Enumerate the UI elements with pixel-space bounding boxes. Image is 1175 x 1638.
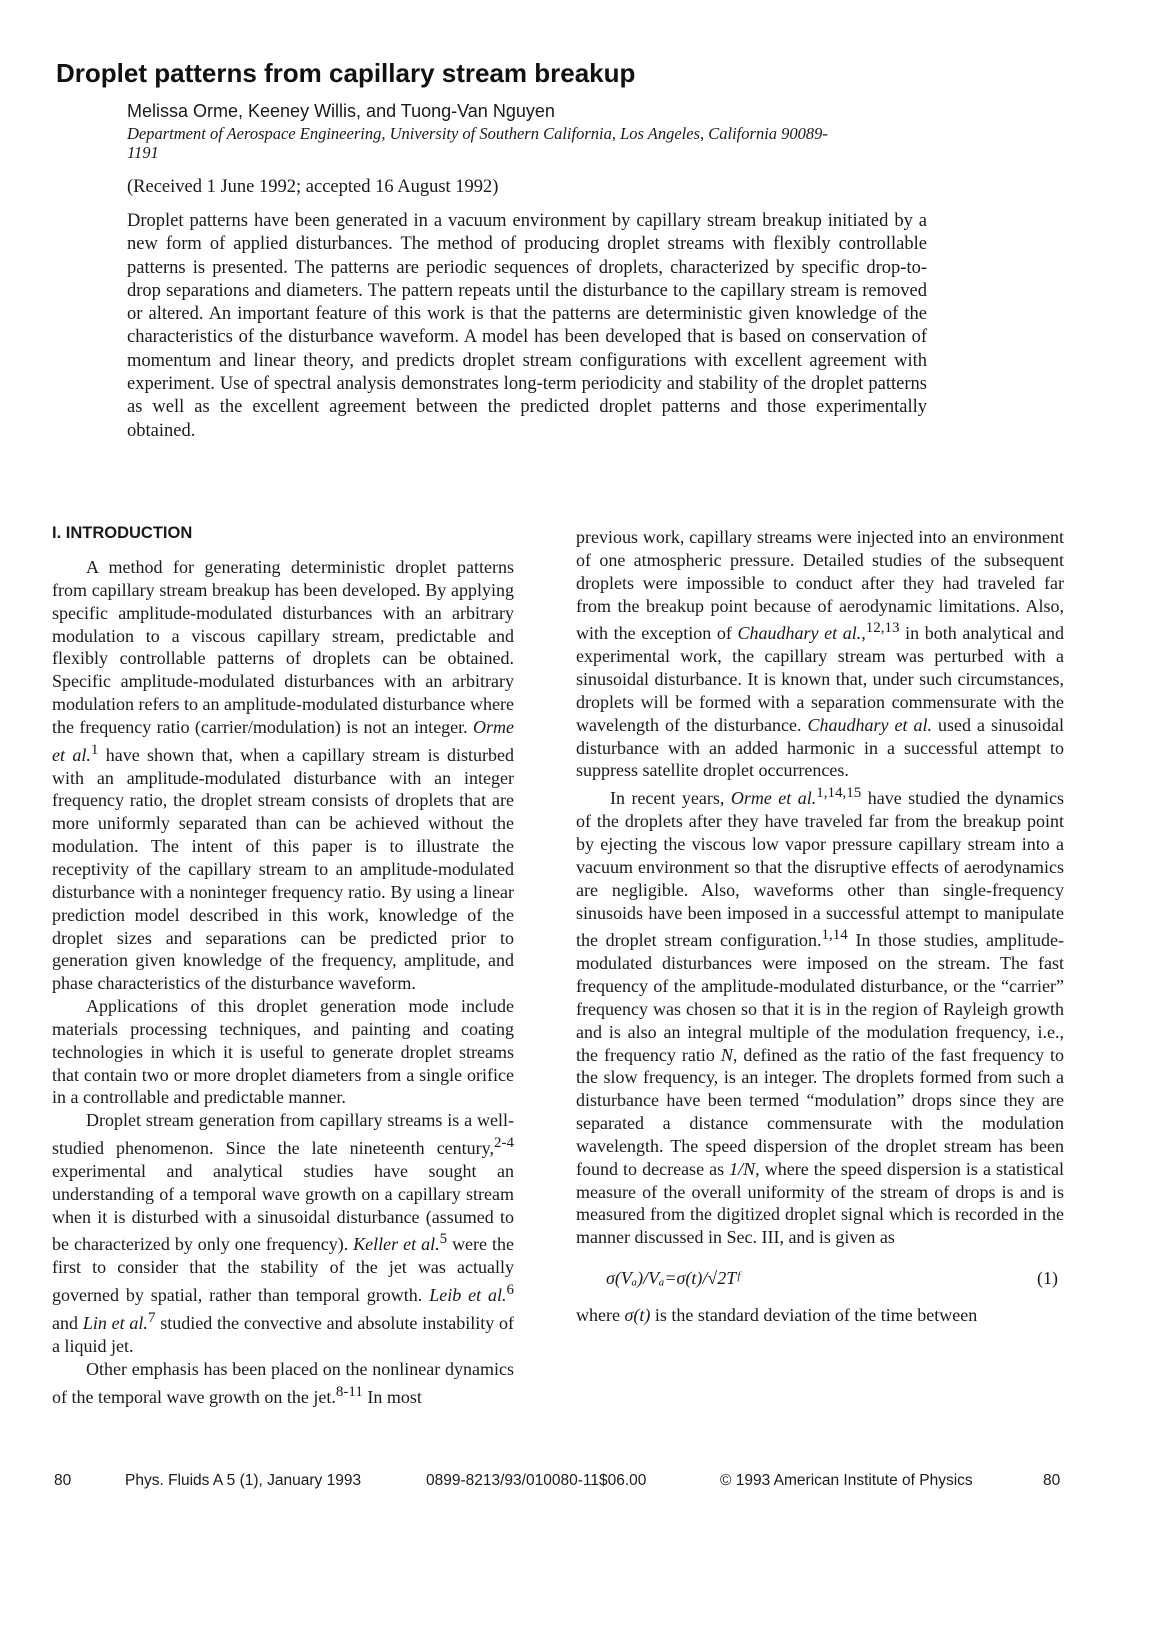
footer-journal-citation: Phys. Fluids A 5 (1), January 1993: [125, 1472, 362, 1489]
equation-expression: σ(Vₐ)/Vₐ=σ(t)/√2Tᶠ: [606, 1268, 740, 1289]
intro-paragraph-3: Droplet stream generation from capillary streams is a well-studied phenomenon. Since the late nineteenth century,$^{2-4}$ experimental and analytical studies have sought an understanding of a temporal wave growth on a capillary stream when it is disturbed with a sinusoidal disturbance (assumed to be characterized by only one frequency). Keller et al.$^5$ were the first to consider that the stability of the jet was actually governed by spatial, rather than temporal growth. Leib et al.$^6$ and Lin et al.$^7$ studied the convective and absolute instability of a liquid jet.: [52, 1110, 515, 1356]
intro-paragraph-2: Applications of this droplet generation mode include materials processing techniques, and painting and coating technologies in which it is useful to generate droplet streams that contain two or more droplet diameters from a single orifice in a controllable and predictable manner.: [52, 996, 514, 1108]
equation-number: (1): [1037, 1268, 1058, 1289]
page-footer: [0, 1470, 1175, 1492]
intro-paragraph-4: Other emphasis has been placed on the nonlinear dynamics of the temporal wave growth on the jet.$^{8-11}$ In most: [52, 1358, 514, 1407]
paper-title: Droplet patterns from capillary stream breakup: [56, 58, 636, 88]
equation-1: [576, 1267, 1064, 1290]
intro-paragraph-4-continued: previous work, capillary streams were injected into an environment of one atmospheric pressure. Detailed studies of the subsequent droplets were impossible to conduct after they had traveled far from the breakup point because of aerodynamic limitations. Also, with the exception of Chaudhary et al.,$^{12,13}$ in both analytical and experimental work, the capillary stream was perturbed with a sinusoidal disturbance. It is known that, under such circumstances, droplets will be formed with a separation commensurate with the wavelength of the disturbance. Chaudhary et al. used a sinusoidal disturbance with an added harmonic in a successful attempt to suppress satellite droplet occurrences.: [576, 527, 1065, 781]
intro-paragraph-5: In recent years, Orme et al.$^{1,14,15}$ have studied the dynamics of the droplets after they have traveled far from the breakup point by ejecting the viscous low vapor pressure capillary stream into a vacuum environment so that the disruptive effects of aerodynamics are negligible. Also, waveforms other than single-frequency sinusoids have been imposed in a successful attempt to manipulate the droplet stream configuration.$^{1,14}$ In those studies, amplitude-modulated disturbances were imposed on the stream. The fast frequency of the amplitude-modulated disturbance, or the “carrier” frequency was chosen so that it is in the region of Rayleigh growth and is also an integral multiple of the modulation frequency, i.e., the frequency ratio N, defined as the ratio of the fast frequency to the slow frequency, is an integer. The droplets formed from such a disturbance have been termed “modulation” drops since they are separated a distance commensurate with the modulation wavelength. The speed dispersion of the droplet stream has been found to decrease as 1/N, where the speed dispersion is a statistical measure of the overall uniformity of the stream of drops is and is measured from the digitized droplet signal which is recorded in the manner discussed in Sec. III, and is given as: [576, 785, 1065, 1248]
received-dates: (Received 1 June 1992; accepted 16 August 1992): [127, 177, 499, 197]
footer-page-number-left: 80: [54, 1472, 72, 1489]
abstract: Droplet patterns have been generated in a vacuum environment by capillary stream breakup initiated by a new form of applied disturbances. The method of producing droplet streams with flexibly controllable patterns is presented. The patterns are periodic sequences of droplets, characterized by specific drop-to-drop separations and diameters. The pattern repeats until the disturbance to the capillary stream is removed or altered. An important feature of this work is that the patterns are deterministic given knowledge of the characteristics of the disturbance waveform. A model has been developed that is based on conservation of momentum and linear theory, and predicts droplet stream configurations with excellent agreement with experiment. Use of spectral analysis demonstrates long-term periodicity and stability of the droplet patterns as well as the excellent agreement between the predicted droplet patterns and those experimentally obtained.: [127, 211, 927, 441]
right-column: [576, 526, 1064, 1327]
author-affiliation: Department of Aerospace Engineering, University of Southern California, Los Angeles, California 90089-1191: [127, 124, 828, 162]
footer-page-number-right: 80: [1043, 1472, 1061, 1489]
author-list: Melissa Orme, Keeney Willis, and Tuong-Van Nguyen: [127, 101, 555, 121]
intro-paragraph-1: A method for generating deterministic droplet patterns from capillary stream breakup has been developed. By applying specific amplitude-modulated disturbances with an arbitrary modulation to a viscous capillary stream, predictable and flexibly controllable patterns of droplets can be obtained. Specific amplitude-modulated disturbances with an arbitrary modulation refers to an amplitude-modulated disturbance where the frequency ratio (carrier/modulation) is not an integer. Orme et al.$^1$ have shown that, when a capillary stream is disturbed with an amplitude-modulated disturbance with an integer frequency ratio, the droplet stream consists of droplets that are more uniformly separated than can be achieved without the modulation. The intent of this paper is to illustrate the receptivity of the capillary stream to an amplitude-modulated disturbance with a noninteger frequency ratio. By using a linear prediction model described in this work, knowledge of the droplet sizes and separations can be predicted prior to generation given knowledge of the frequency, amplitude, and phase characteristics of the disturbance waveform.: [52, 557, 515, 994]
footer-copyright: © 1993 American Institute of Physics: [720, 1472, 973, 1489]
footer-issn: 0899-8213/93/010080-11$06.00: [426, 1472, 647, 1489]
section-heading-introduction: I. INTRODUCTION: [52, 524, 193, 542]
intro-paragraph-6: where σ(t) is the standard deviation of the time between: [576, 1305, 978, 1325]
left-column: [52, 522, 514, 1408]
